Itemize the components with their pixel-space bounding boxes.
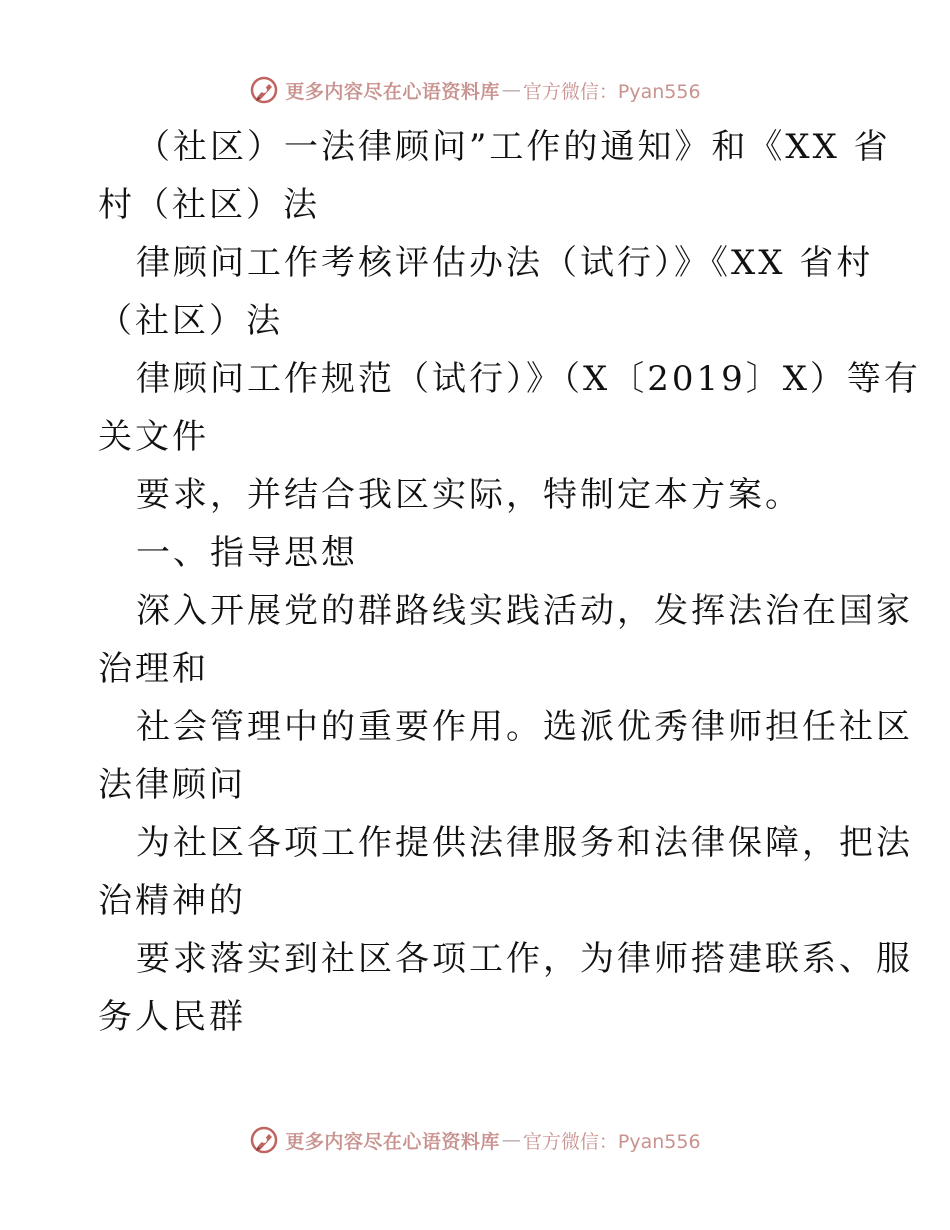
text-line: 治精神的 [98,881,246,921]
text-line: 为社区各项工作提供法律服务和法律保障，把法 [136,823,913,863]
text-line: （社区）一法律顾问”工作的通知》和《XX 省 [136,127,891,167]
pen-logo-icon [249,1125,279,1155]
text-line: 律顾问工作规范（试行）》（X〔2019〕X）等有 [136,359,921,399]
text-line: 关文件 [98,417,209,457]
text-line: （社区）法 [98,301,283,341]
text-line: 深入开展党的群路线实践活动，发挥法治在国家 [136,591,913,631]
text-line: 村（社区）法 [98,185,320,225]
text-line: 社会管理中的重要作用。选派优秀律师担任社区 [136,707,913,747]
watermark-site-text: 更多内容尽在心语资料库 [285,80,500,103]
watermark-separator: — [501,1129,521,1151]
text-line: 律顾问工作考核评估办法（试行）》《XX 省村 [136,243,874,283]
text-line: 治理和 [98,649,209,689]
section-heading: 一、指导思想 [136,533,358,573]
watermark-contact-text: 官方微信：Pyan556 [522,80,701,103]
text-line: 要求落实到社区各项工作，为律师搭建联系、服 [136,939,913,979]
text-line: 要求，并结合我区实际，特制定本方案。 [136,475,802,515]
text-line: 法律顾问 [98,765,246,805]
footer-watermark [0,1120,950,1160]
text-line: 务人民群 [98,997,246,1037]
watermark-contact-text: 官方微信：Pyan556 [522,1130,701,1153]
header-watermark [0,70,950,110]
document-body [98,118,921,1046]
watermark-separator: — [501,79,521,101]
watermark-site-text: 更多内容尽在心语资料库 [285,1130,500,1153]
pen-logo-icon [249,75,279,105]
